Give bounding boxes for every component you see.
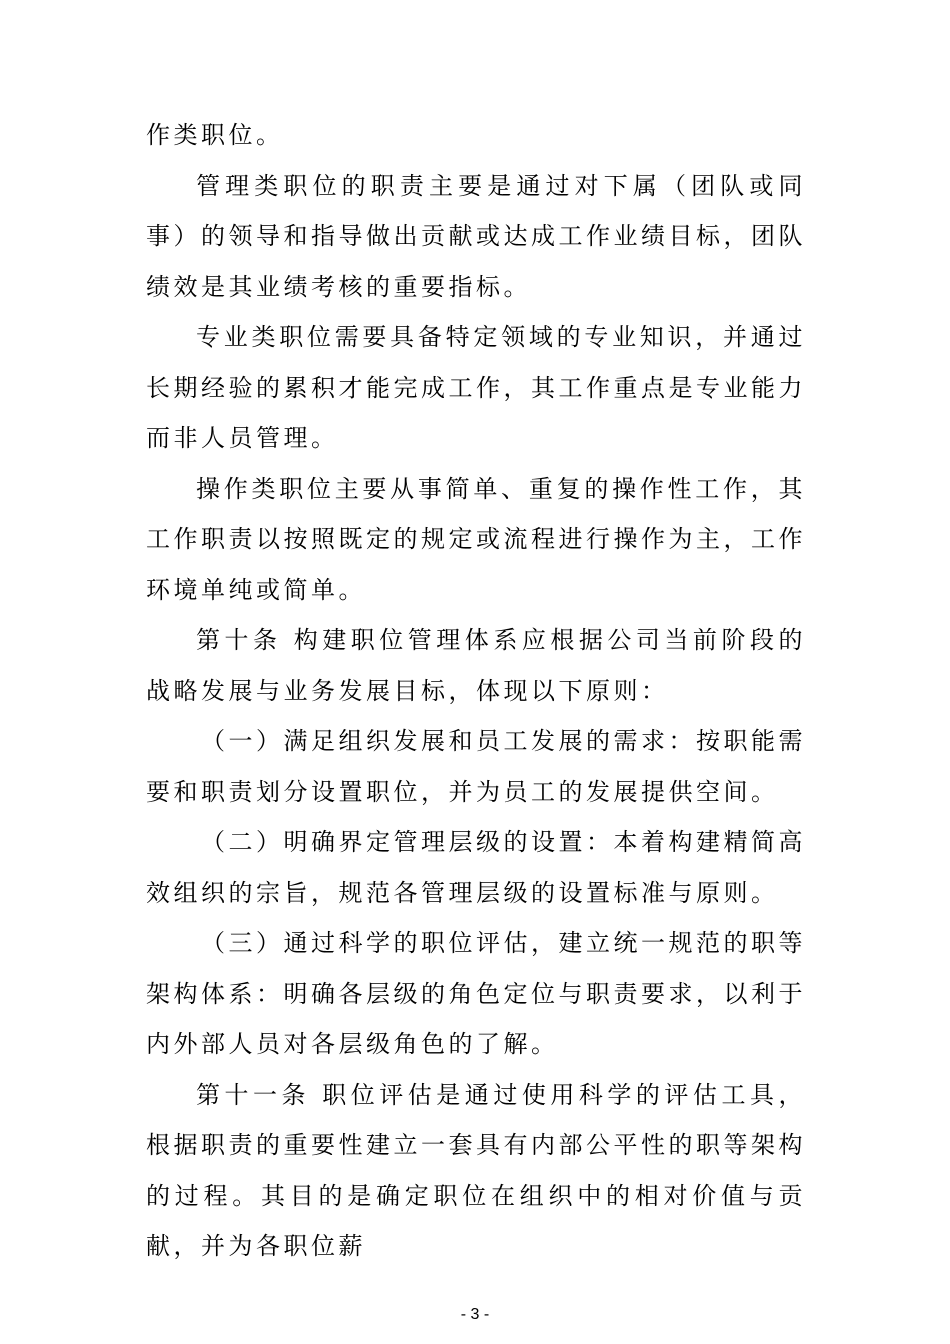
- article-10: 第十条 构建职位管理体系应根据公司当前阶段的战略发展与业务发展目标，体现以下原则：: [146, 626, 806, 705]
- page-number: - 3 -: [460, 1306, 490, 1323]
- body-text: [146, 110, 806, 1272]
- article-11: 第十一条 职位评估是通过使用科学的评估工具，根据职责的重要性建立一套具有内部公平性的职等架构的过程。其目的是确定职位在组织中的相对价值与贡献，并为各职位薪: [146, 1080, 806, 1260]
- paragraph-professional-positions: 专业类职位需要具备特定领域的专业知识，并通过长期经验的累积才能完成工作，其工作重点是专业能力而非人员管理。: [146, 323, 806, 452]
- principle-2: （二）明确界定管理层级的设置：本着构建精简高效组织的宗旨，规范各管理层级的设置标准与原则。: [146, 828, 806, 907]
- paragraph-management-positions: 管理类职位的职责主要是通过对下属（团队或同事）的领导和指导做出贡献或达成工作业绩目标，团队绩效是其业绩考核的重要指标。: [146, 171, 806, 301]
- principle-1: （一）满足组织发展和员工发展的需求：按职能需要和职责划分设置职位，并为员工的发展提供空间。: [146, 727, 806, 806]
- paragraph-operational-positions: 操作类职位主要从事简单、重复的操作性工作，其工作职责以按照既定的规定或流程进行操作为主，工作环境单纯或简单。: [146, 474, 806, 604]
- paragraph-continuation: 作类职位。: [146, 121, 284, 149]
- principle-3: （三）通过科学的职位评估，建立统一规范的职等架构体系：明确各层级的角色定位与职责要求，以利于内外部人员对各层级角色的了解。: [146, 929, 806, 1058]
